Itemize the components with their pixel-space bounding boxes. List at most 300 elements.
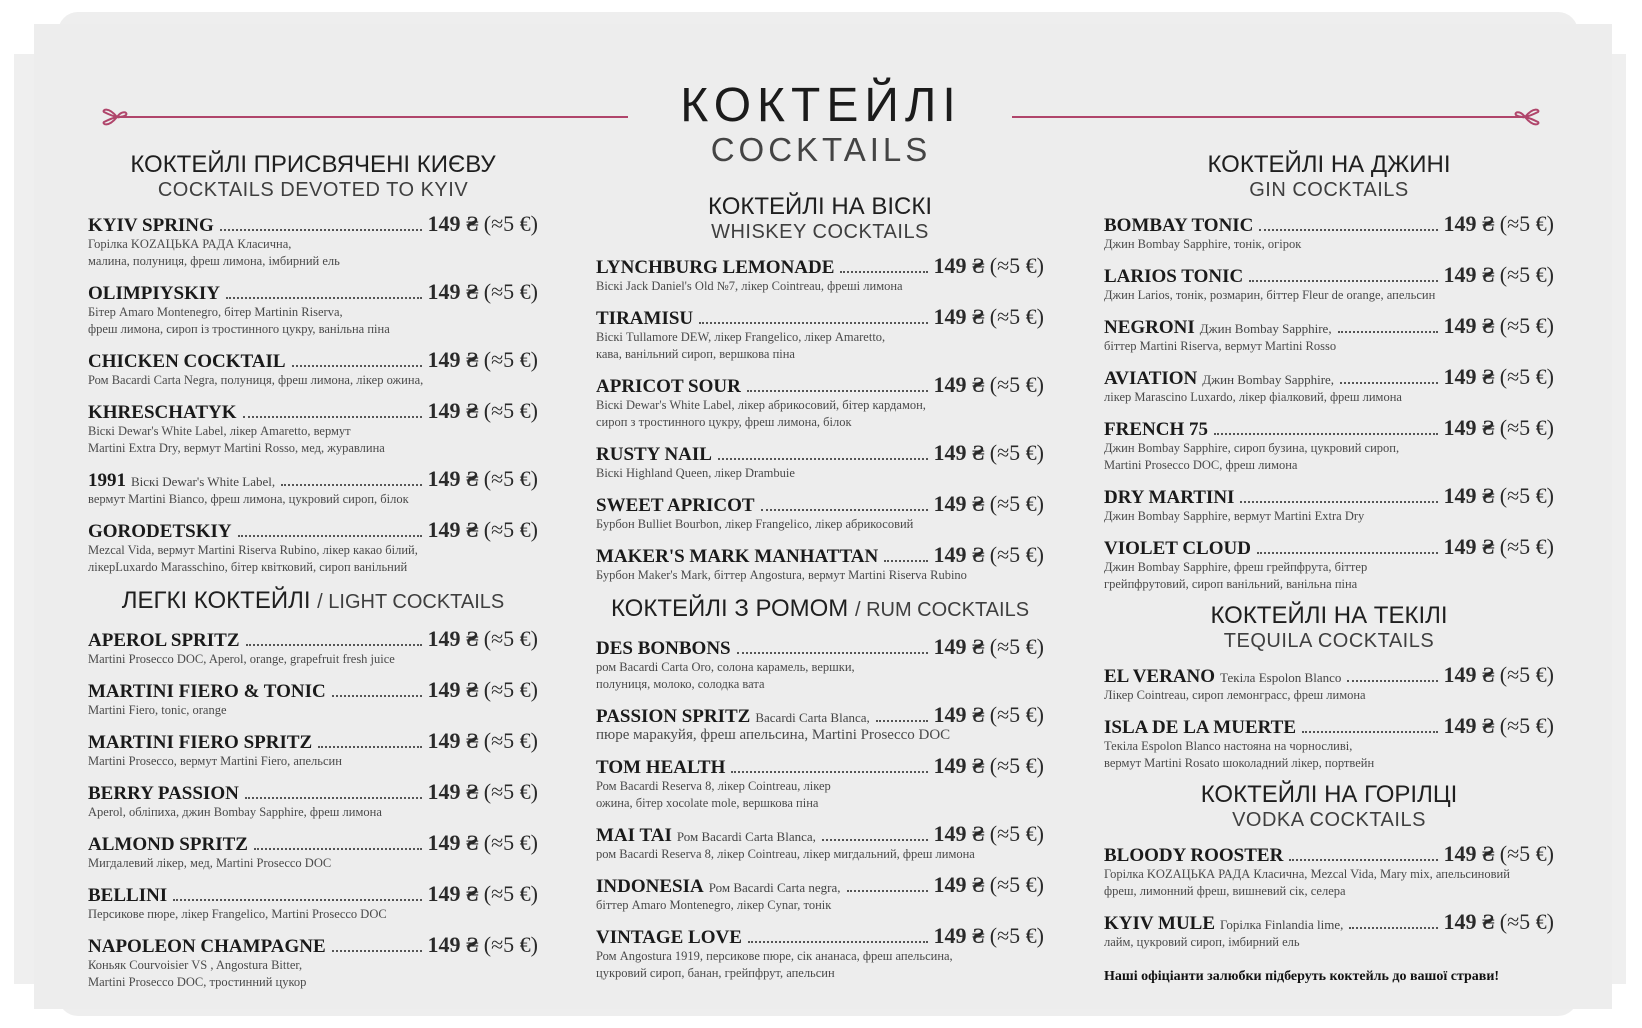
menu-item-description: Aperol, обліпиха, джин Bombay Sapphire, фреш лимона <box>88 805 382 819</box>
menu-item-description: Джин Bombay Sapphire, сироп бузина, цукровий сироп, <box>1104 441 1400 455</box>
dot-leader <box>748 941 928 943</box>
menu-item-name: DES BONBONS <box>596 638 731 659</box>
menu-item-price <box>428 626 538 652</box>
menu-item-description: Джин Bombay Sapphire, вермут Martini Extra Dry <box>1104 509 1365 523</box>
menu-item <box>1104 313 1554 355</box>
menu-item-description: кава, ванільний сироп, вершкова піна <box>596 347 795 361</box>
section-title-line <box>596 594 1044 625</box>
menu-item <box>88 279 538 338</box>
price-uah: 149 ₴ <box>1443 211 1495 236</box>
section-header <box>1104 603 1554 653</box>
price-eur: (≈5 €) <box>1499 211 1554 236</box>
menu-item-name: MAKER'S MARK MANHATTAN <box>596 546 879 567</box>
menu-item-name: NEGRONI <box>1104 317 1195 338</box>
price-uah: 149 ₴ <box>933 821 985 846</box>
section-title-ua: КОКТЕЙЛІ З РОМОМ <box>610 595 849 622</box>
price-eur: (≈5 €) <box>483 279 538 304</box>
menu-item <box>596 821 1044 863</box>
menu-item-row <box>596 372 1044 397</box>
menu-item-description: полуниця, молоко, солодка вата <box>596 677 765 691</box>
menu-item <box>1104 211 1554 253</box>
menu-item-price <box>934 253 1044 279</box>
dot-leader <box>1257 552 1438 554</box>
price-eur: (≈5 €) <box>483 626 538 651</box>
price-eur: (≈5 €) <box>989 372 1044 397</box>
menu-item <box>1104 534 1554 593</box>
section-header <box>88 152 538 202</box>
menu-item-price <box>1444 415 1554 441</box>
dot-leader <box>226 297 422 299</box>
price-uah: 149 ₴ <box>427 398 479 423</box>
menu-item-name: EL VERANO <box>1104 666 1216 687</box>
menu-item-description: біттер Martini Riserva, вермут Martini Rosso <box>1104 339 1337 353</box>
menu-item-price <box>428 677 538 703</box>
menu-item-name: MARTINI FIERO SPRITZ <box>88 732 313 753</box>
section-title-en: WHISKEY COCKTAILS <box>711 221 929 243</box>
menu-item <box>88 398 538 457</box>
page-title: КОКТЕЙЛІ <box>680 79 962 132</box>
menu-item <box>596 923 1044 982</box>
menu-item <box>1104 909 1554 951</box>
footer-note: Наші офіціанти залюбки підберуть коктейль до вашої страви! <box>1104 969 1500 984</box>
menu-item-inline-desc: Джин Bombay Sapphire, <box>1199 321 1332 336</box>
menu-item-description: Віскі Jack Daniel's Old №7, лікер Cointreau, фреші лимона <box>596 279 903 293</box>
dot-leader <box>747 390 928 392</box>
section-title-en: VODKA COCKTAILS <box>1232 809 1426 831</box>
menu-item-price <box>428 830 538 856</box>
menu-item-price <box>934 372 1044 398</box>
menu-item-name: 1991 <box>88 470 126 491</box>
menu-item-row <box>596 753 1044 778</box>
price-uah: 149 ₴ <box>427 830 479 855</box>
menu-item <box>1104 483 1554 525</box>
menu-item-price <box>934 923 1044 949</box>
price-eur: (≈5 €) <box>1499 841 1554 866</box>
price-eur: (≈5 €) <box>989 821 1044 846</box>
menu-item-row <box>1104 909 1554 934</box>
dot-leader <box>1240 501 1437 503</box>
menu-item-row <box>596 304 1044 329</box>
price-uah: 149 ₴ <box>933 702 985 727</box>
menu-item-row <box>1104 364 1554 389</box>
menu-item-inline-desc: Bacardi Carta Blanca, <box>755 710 870 725</box>
menu-item-price <box>428 347 538 373</box>
menu-item <box>88 211 538 270</box>
menu-item-description: Martini Prosecco DOC, Aperol, orange, grapefruit fresh juice <box>88 652 395 666</box>
section-title-ua: КОКТЕЙЛІ НА ВІСКІ <box>707 193 933 220</box>
dot-leader <box>332 950 422 952</box>
menu-item-row <box>596 872 1044 897</box>
price-eur: (≈5 €) <box>483 347 538 372</box>
dot-leader <box>1340 382 1437 384</box>
dot-leader <box>245 797 422 799</box>
menu-item-price <box>1444 713 1554 739</box>
menu-item-description: Ром Bacardi Reserva 8, лікер Cointreau, лікер <box>596 779 831 793</box>
price-eur: (≈5 €) <box>989 304 1044 329</box>
menu-item <box>596 542 1044 584</box>
menu-item-description: Горілка KOZAЦЬКА РАДА Класична, <box>88 237 292 251</box>
dot-leader <box>822 839 928 841</box>
price-eur: (≈5 €) <box>989 634 1044 659</box>
menu-item-name: GORODETSKIY <box>88 521 232 542</box>
price-uah: 149 ₴ <box>427 881 479 906</box>
menu-item-row <box>596 821 1044 846</box>
menu-item-row <box>1104 262 1554 287</box>
price-uah: 149 ₴ <box>933 542 985 567</box>
menu-item-inline-desc: Ром Bacardi Carta negra, <box>708 880 841 895</box>
menu-column-left <box>88 152 538 991</box>
menu-item-row <box>88 677 538 702</box>
menu-item-description: Джин Bombay Sapphire, тонік, огірок <box>1104 237 1302 251</box>
dot-leader <box>884 560 927 562</box>
menu-item <box>1104 841 1554 900</box>
menu-item-name: KHRESCHATYK <box>88 402 237 423</box>
section-title-en: COCKTAILS DEVOTED TO KYIV <box>157 179 469 201</box>
menu-item-row <box>88 779 538 804</box>
price-eur: (≈5 €) <box>989 872 1044 897</box>
price-eur: (≈5 €) <box>483 830 538 855</box>
menu-item-description: пюре маракуйя, фреш апельсина, Martini Prosecco DOC <box>596 727 951 743</box>
menu-item-description: фреш, лимонний фреш, вишневий сік, селера <box>1104 884 1346 898</box>
price-eur: (≈5 €) <box>483 211 538 236</box>
menu-item-description: Джин Bombay Sapphire, фреш грейпфрута, біттер <box>1104 560 1368 574</box>
menu-item-row <box>88 347 538 372</box>
dot-leader <box>173 899 421 901</box>
menu-item-row <box>596 491 1044 516</box>
dot-leader <box>1214 433 1438 435</box>
menu-item-price <box>1444 262 1554 288</box>
price-eur: (≈5 €) <box>483 728 538 753</box>
dot-leader <box>246 644 422 646</box>
dot-leader <box>243 416 422 418</box>
menu-item-description: цукровий сироп, банан, грейпфрут, апельсин <box>596 966 835 980</box>
price-eur: (≈5 €) <box>1499 483 1554 508</box>
menu-item-name: KYIV MULE <box>1104 913 1216 934</box>
menu-item-inline-desc: Горілка Finlandia lime, <box>1220 917 1344 932</box>
menu-item-name: PASSION SPRITZ <box>596 706 751 727</box>
dot-leader <box>699 322 927 324</box>
menu-item-description: Віскі Dewar's White Label, лікер Amaretto, вермут <box>88 424 351 438</box>
price-uah: 149 ₴ <box>1443 662 1495 687</box>
section-title-en: TEQUILA COCKTAILS <box>1223 630 1435 652</box>
menu-item-row <box>596 634 1044 659</box>
menu-item-price <box>934 821 1044 847</box>
dot-leader <box>292 365 422 367</box>
price-eur: (≈5 €) <box>483 932 538 957</box>
price-uah: 149 ₴ <box>427 517 479 542</box>
menu-item-description: вермут Martini Bianco, фреш лимона, цукровий сироп, білок <box>88 492 409 506</box>
menu-item-description: ром Bacardi Carta Oro, солона карамель, вершки, <box>596 660 855 674</box>
menu-item-price <box>934 634 1044 660</box>
menu-item-description: Лікер Cointreau, сироп лемонграсс, фреш лимона <box>1104 688 1366 702</box>
menu-item-name: CHICKEN COCKTAIL <box>88 351 286 372</box>
menu-item-price <box>428 932 538 958</box>
menu-item-price <box>1444 313 1554 339</box>
menu-item-description: вермут Martini Rosato шоколадний лікер, портвейн <box>1104 756 1375 770</box>
menu-item <box>1104 262 1554 304</box>
price-eur: (≈5 €) <box>1499 909 1554 934</box>
menu-item <box>88 779 538 821</box>
menu-item-description: ром Bacardi Reserva 8, лікер Cointreau, лікер мигдальний, фреш лимона <box>596 847 975 861</box>
menu-item-price <box>428 881 538 907</box>
menu-item-description: лікер Marascino Luxardo, лікер фіалковий, фреш лимона <box>1104 390 1402 404</box>
menu-item-price <box>428 279 538 305</box>
dot-leader <box>220 229 422 231</box>
dot-leader <box>332 695 422 697</box>
menu-item-name: LARIOS TONIC <box>1104 266 1244 287</box>
price-uah: 149 ₴ <box>1443 262 1495 287</box>
menu-item <box>596 634 1044 693</box>
menu-item-row <box>88 932 538 957</box>
menu-item-description: фреш лимона, сироп із тростинного цукру, ванільна піна <box>88 322 390 336</box>
menu-item-description: лайм, цукровий сироп, імбирний ель <box>1104 935 1300 949</box>
section-title-ua: КОКТЕЙЛІ НА ДЖИНІ <box>1207 151 1451 178</box>
section-title-ua: КОКТЕЙЛІ ПРИСВЯЧЕНІ КИЄВУ <box>130 151 496 178</box>
dot-leader <box>731 771 927 773</box>
menu-item-price <box>1444 483 1554 509</box>
menu-item <box>88 830 538 872</box>
dot-leader <box>847 890 928 892</box>
menu-item-price <box>934 702 1044 728</box>
menu-item-name: ALMOND SPRITZ <box>88 834 248 855</box>
menu-item-description: Бурбон Maker's Mark, біттер Angostura, вермут Martini Riserva Rubino <box>596 568 967 582</box>
price-eur: (≈5 €) <box>989 702 1044 727</box>
price-eur: (≈5 €) <box>483 881 538 906</box>
menu-item-name: VIOLET CLOUD <box>1104 538 1251 559</box>
price-eur: (≈5 €) <box>989 542 1044 567</box>
menu-item <box>1104 713 1554 772</box>
menu-item-description: Віскі Tullamore DEW, лікер Frangelico, лікер Amaretto, <box>596 330 886 344</box>
price-eur: (≈5 €) <box>483 466 538 491</box>
menu-item-row <box>1104 483 1554 508</box>
menu-item-description: Віскі Dewar's White Label, лікер абрикосовий, бітер кардамон, <box>596 398 926 412</box>
menu-item-description: Ром Bacardi Carta Negra, полуниця, фреш лимона, лікер ожина, <box>88 373 424 387</box>
menu-item-row <box>1104 211 1554 236</box>
menu-item <box>596 372 1044 431</box>
dot-leader <box>254 848 422 850</box>
menu-item-description: Горілка KOZAЦЬКА РАДА Класична, Mezcal Vida, Mary mix, апельсиновий <box>1104 867 1510 881</box>
price-uah: 149 ₴ <box>427 728 479 753</box>
menu-item-price <box>934 304 1044 330</box>
menu-item-name: BLOODY ROOSTER <box>1104 845 1284 866</box>
menu-item-name: BELLINI <box>88 885 168 906</box>
menu-item-inline-desc: Віскі Dewar's White Label, <box>131 474 276 489</box>
menu-item-price <box>934 542 1044 568</box>
price-uah: 149 ₴ <box>427 279 479 304</box>
dot-leader <box>1302 731 1437 733</box>
price-uah: 149 ₴ <box>1443 713 1495 738</box>
price-uah: 149 ₴ <box>1443 313 1495 338</box>
menu-item-description: Martini Extra Dry, вермут Martini Rosso, мед, журавлина <box>88 441 385 455</box>
menu-item-description: Бітер Amaro Montenegro, бітер Martinin Riserva, <box>88 305 343 319</box>
menu-item-description: біттер Amaro Montenegro, лікер Cynar, тонік <box>596 898 832 912</box>
menu-item-description: Мигдалевий лікер, мед, Martini Prosecco DOC <box>88 856 332 870</box>
menu-item-description: Mezcal Vida, вермут Martini Riserva Rubino, лікер какао білий, <box>88 543 418 557</box>
menu-item-row <box>88 398 538 423</box>
menu-item-price <box>428 517 538 543</box>
dot-leader <box>840 271 927 273</box>
dot-leader <box>1347 680 1437 682</box>
price-uah: 149 ₴ <box>1443 841 1495 866</box>
price-eur: (≈5 €) <box>1499 415 1554 440</box>
menu-item-price <box>934 440 1044 466</box>
menu-item-name: BOMBAY TONIC <box>1104 215 1254 236</box>
menu-item <box>88 932 538 991</box>
dot-leader <box>1259 229 1437 231</box>
price-eur: (≈5 €) <box>1499 662 1554 687</box>
menu-item-description: Martini Prosecco DOC, тростинний цукор <box>88 975 307 989</box>
menu-item-row <box>88 466 538 491</box>
menu-item <box>88 517 538 576</box>
menu-item-name: NAPOLEON CHAMPAGNE <box>88 936 326 957</box>
menu-item-name: MAI TAI <box>596 825 672 846</box>
section-header <box>88 586 538 617</box>
menu-item-description: Віскі Highland Queen, лікер Drambuie <box>596 466 795 480</box>
price-uah: 149 ₴ <box>933 304 985 329</box>
menu-item-price <box>428 779 538 805</box>
menu-item <box>1104 415 1554 474</box>
section-title-en: GIN COCKTAILS <box>1249 179 1409 201</box>
price-uah: 149 ₴ <box>933 491 985 516</box>
menu-item-price <box>1444 211 1554 237</box>
price-uah: 149 ₴ <box>427 677 479 702</box>
menu-item-name: BERRY PASSION <box>88 783 239 804</box>
price-uah: 149 ₴ <box>427 211 479 236</box>
menu-item-price <box>1444 534 1554 560</box>
menu-item-name: RUSTY NAIL <box>596 444 712 465</box>
price-eur: (≈5 €) <box>483 517 538 542</box>
menu-item-description: Текіла Espolon Blanco настояна на чорносливі, <box>1104 739 1353 753</box>
section-header <box>596 594 1044 625</box>
section-header <box>1104 152 1554 202</box>
menu-item <box>596 872 1044 914</box>
section-title-line <box>88 586 538 617</box>
dot-leader <box>1289 859 1437 861</box>
menu-item-row <box>88 626 538 651</box>
menu-item-description: Martini Fiero, tonic, orange <box>88 703 227 717</box>
price-eur: (≈5 €) <box>989 440 1044 465</box>
menu-item-row <box>1104 534 1554 559</box>
menu-item-description: малина, полуниця, фреш лимона, імбирний ель <box>88 254 340 268</box>
menu-item-name: AVIATION <box>1104 368 1198 389</box>
price-eur: (≈5 €) <box>1499 534 1554 559</box>
menu-item-price <box>428 466 538 492</box>
menu-item-description: грейпфрутовий, сироп ванільний, ванільна піна <box>1104 577 1358 591</box>
price-eur: (≈5 €) <box>1499 313 1554 338</box>
menu-item-price <box>1444 841 1554 867</box>
menu-item-price <box>1444 364 1554 390</box>
dot-leader <box>718 458 928 460</box>
menu-item-name: APRICOT SOUR <box>596 376 741 397</box>
menu-item-row <box>1104 662 1554 687</box>
menu-item-description: Martini Prosecco DOC, фреш лимона <box>1104 458 1298 472</box>
price-eur: (≈5 €) <box>989 253 1044 278</box>
menu-item-price <box>428 398 538 424</box>
section-header <box>1104 782 1554 832</box>
menu-column-right <box>1104 152 1554 985</box>
menu-item <box>596 491 1044 533</box>
menu-item-row <box>88 830 538 855</box>
menu-item-name: INDONESIA <box>596 876 704 897</box>
price-eur: (≈5 €) <box>483 677 538 702</box>
price-uah: 149 ₴ <box>427 932 479 957</box>
price-eur: (≈5 €) <box>1499 262 1554 287</box>
menu-item-row <box>1104 313 1554 338</box>
menu-item-description: Персикове пюре, лікер Frangelico, Martini Prosecco DOC <box>88 907 387 921</box>
menu-item-row <box>88 517 538 542</box>
dot-leader <box>761 509 928 511</box>
menu-item <box>88 626 538 668</box>
price-uah: 149 ₴ <box>933 923 985 948</box>
page-subtitle: COCKTAILS <box>710 131 932 168</box>
menu-item-price <box>934 753 1044 779</box>
price-uah: 149 ₴ <box>1443 534 1495 559</box>
price-uah: 149 ₴ <box>933 372 985 397</box>
menu-item-description: Бурбон Bulliet Bourbon, лікер Frangelico, лікер абрикосовий <box>596 517 914 531</box>
menu-item-name: LYNCHBURG LEMONADE <box>596 257 835 278</box>
price-uah: 149 ₴ <box>1443 364 1495 389</box>
menu-item-description: Ром Angostura 1919, персикове пюре, сік ананаса, фреш апельсина, <box>596 949 953 963</box>
menu-column-center <box>596 194 1044 982</box>
menu-item-price <box>428 211 538 237</box>
section-title-en: / RUM COCKTAILS <box>854 599 1030 621</box>
menu-item-price <box>1444 662 1554 688</box>
dot-leader <box>737 652 928 654</box>
price-uah: 149 ₴ <box>933 753 985 778</box>
price-uah: 149 ₴ <box>1443 909 1495 934</box>
menu-item-description: ожина, бітер xocolate mole, вершкова піна <box>596 796 819 810</box>
menu-item-name: SWEET APRICOT <box>596 495 755 516</box>
menu-item-row <box>596 542 1044 567</box>
menu-item-row <box>1104 713 1554 738</box>
dot-leader <box>1249 280 1437 282</box>
menu-item-name: DRY MARTINI <box>1104 487 1235 508</box>
menu-item <box>1104 662 1554 704</box>
menu-item <box>88 347 538 389</box>
menu-item <box>88 881 538 923</box>
price-eur: (≈5 €) <box>989 753 1044 778</box>
price-uah: 149 ₴ <box>427 347 479 372</box>
menu-item-row <box>88 728 538 753</box>
menu-item-name: ISLA DE LA MUERTE <box>1104 717 1297 738</box>
menu-item-row <box>1104 841 1554 866</box>
dot-leader <box>1349 927 1437 929</box>
price-eur: (≈5 €) <box>989 491 1044 516</box>
menu-item-row <box>596 253 1044 278</box>
menu-item <box>596 440 1044 482</box>
menu-item-inline-desc: Текіла Espolon Blanco <box>1220 670 1342 685</box>
price-uah: 149 ₴ <box>427 779 479 804</box>
price-eur: (≈5 €) <box>989 923 1044 948</box>
menu-item-name: TIRAMISU <box>596 308 694 329</box>
menu-item-inline-desc: Джин Bombay Sapphire, <box>1202 372 1335 387</box>
menu-item <box>596 304 1044 363</box>
menu-item-price <box>1444 909 1554 935</box>
price-uah: 149 ₴ <box>933 872 985 897</box>
dot-leader <box>318 746 421 748</box>
menu-item-description: сироп з тростинного цукру, фреш лимона, білок <box>596 415 852 429</box>
menu-item <box>596 253 1044 295</box>
menu-item <box>88 728 538 770</box>
menu-item-name: KYIV SPRING <box>88 215 214 236</box>
menu-item-description: Джин Larios, тонік, розмарин, біттер Fleur de orange, апельсин <box>1104 288 1436 302</box>
menu-item-name: FRENCH 75 <box>1104 419 1208 440</box>
menu-item-description: Коньяк Courvoisier VS , Angostura Bitter, <box>88 958 303 972</box>
price-uah: 149 ₴ <box>933 440 985 465</box>
section-header <box>596 194 1044 244</box>
menu-item-name: OLIMPIYSKIY <box>88 283 220 304</box>
menu-item-price <box>934 872 1044 898</box>
